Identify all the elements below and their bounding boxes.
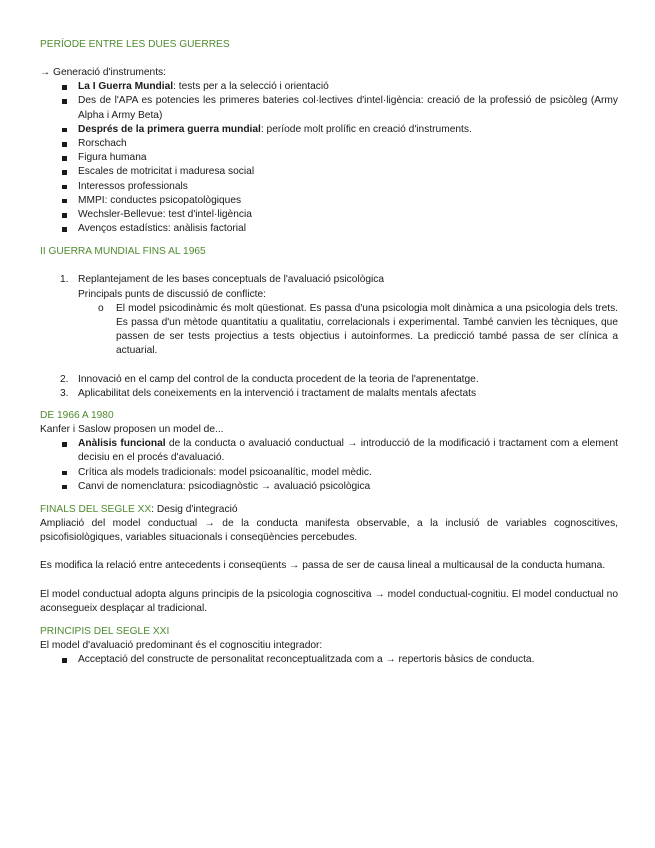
list-item: Crítica als models tradicionals: model psicoanalític, model mèdic. — [40, 466, 618, 480]
numbered-list — [40, 273, 618, 301]
intro-line: Kanfer i Saslow proposen un model de... — [40, 424, 224, 436]
intro-line: → Generació d'instruments: — [40, 67, 166, 78]
list-item: 1. Replantejament de les bases conceptuals de l'avaluació psicològica Principals punts de discussió de conflicte: — [60, 274, 385, 300]
section-heading-21st: PRINCIPIS DEL SEGLE XXI — [40, 626, 170, 638]
sub-list — [40, 302, 618, 359]
paragraph: Es modifica la relació entre antecedents i conseqüents → passa de ser de causa lineal a multicausal de la conducta humana. — [40, 560, 606, 572]
bullet-list — [40, 80, 618, 236]
document-page — [40, 38, 618, 668]
list-item: Escales de motricitat i maduresa social — [40, 165, 618, 179]
list-item: La I Guerra Mundial: tests per a la selecció i orientació — [40, 80, 618, 94]
list-item: Des de l'APA es potencies les primeres bateries col·lectives d'intel·ligència: creació de la professió de psicòleg (Army Alpha i Army Beta) — [40, 94, 618, 122]
list-item: Avenços estadístics: anàlisis factorial — [40, 222, 618, 236]
list-item: Canvi de nomenclatura: psicodiagnòstic → avaluació psicològica — [40, 480, 618, 494]
list-item: Anàlisis funcional de la conducta o avaluació conductual → introducció de la modificació i tractament com a element decisiu en el procés d'avaluació. — [40, 437, 618, 465]
list-item: Rorschach — [40, 137, 618, 151]
list-item: Després de la primera guerra mundial: període molt prolífic en creació d'instruments. — [40, 123, 618, 137]
list-item: o El model psicodinàmic és molt qüestionat. Es passa d'una psicologia molt dinàmica a una psicologia dels trets. Es passa d'un mètode quantitatiu a qualitatiu, correlacionals i experimental. També canvien les tècniques, que passen de ser tests projectius a tests objectius i autoinformes. La predicció també passa de ser clínica a actuarial. — [98, 302, 618, 357]
numbered-list — [40, 373, 618, 401]
list-item: 2. Innovació en el camp del control de la conducta procedent de la teoria de l'aprenentatge. — [60, 373, 479, 385]
bullet-list — [40, 437, 618, 494]
list-item: Wechsler-Bellevue: test d'intel·ligència — [40, 208, 618, 222]
section-heading-ww2: II GUERRA MUNDIAL FINS AL 1965 — [40, 246, 206, 258]
list-item: MMPI: conductes psicopatològiques — [40, 194, 618, 208]
bullet-list — [40, 653, 618, 667]
paragraph: El model conductual adopta alguns principis de la psicologia cognoscitiva → model conductual-cognitiu. El model conductual no aconsegueix desplaçar al tradicional. — [40, 588, 618, 614]
intro-line: El model d'avaluació predominant és el cognoscitiu integrador: — [40, 640, 323, 652]
list-item: Acceptació del constructe de personalitat reconceptualitzada com a → repertoris bàsics de conducta. — [40, 653, 618, 667]
section-heading-1966-1980: DE 1966 A 1980 — [40, 410, 114, 422]
list-item: Interessos professionals — [40, 180, 618, 194]
list-item: 3. Aplicabilitat dels coneixements en la intervenció i tractament de malalts mentals afectats — [60, 387, 477, 399]
paragraph: Ampliació del model conductual → de la conducta manifesta observable, a la inclusió de variables cognoscitives, psicofisiològiques, variables situacionals i conseqüències percebudes. — [40, 518, 618, 544]
list-item: Figura humana — [40, 151, 618, 165]
section-heading-interwar: PERÍODE ENTRE LES DUES GUERRES — [40, 39, 230, 50]
section-heading-late-20th: FINALS DEL SEGLE XX: Desig d'integració — [40, 504, 238, 516]
